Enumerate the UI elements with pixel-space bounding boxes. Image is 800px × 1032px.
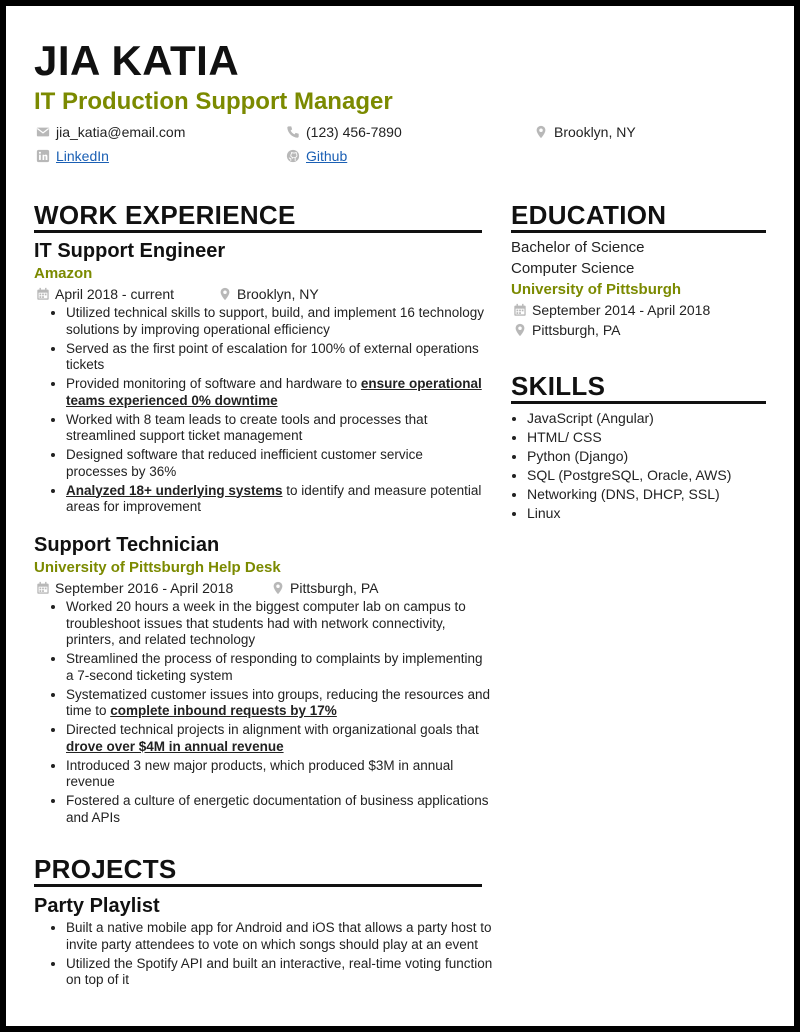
bullet-item [66,412,486,445]
bullet-text: Systematized customer issues into groups, reducing the resources and time to [66,686,490,718]
bullet-item [66,651,490,684]
map-pin-icon [271,581,285,595]
bullet-highlight: Analyzed 18+ underlying systems [66,482,283,498]
education-divider [511,230,766,233]
projects-divider [34,884,482,887]
location-text: Brooklyn, NY [554,124,636,140]
resume-page [6,6,794,1026]
calendar-icon [36,287,50,301]
job-location [218,287,319,301]
job-dates [36,287,174,301]
bullet-text: Designed software that reduced inefficient customer service processes by 36% [66,447,423,479]
skills-list [511,409,767,523]
envelope-icon [36,125,50,139]
projects-heading: PROJECTS [34,854,177,884]
skill-item: • Python (Django) [527,447,767,466]
skill-item: • JavaScript (Angular) [527,409,767,428]
skills-divider [511,401,766,404]
job-dates-text: September 2016 - April 2018 [55,580,234,596]
candidate-name: JIA KATIA [34,37,240,84]
job-bullets [34,599,490,829]
education-heading: EDUCATION [511,200,667,230]
bullet-item [66,376,486,409]
job-location [271,581,378,595]
education-degree: Bachelor of Science [511,239,645,256]
job-dates [36,581,233,595]
project-title: Party Playlist [34,895,160,917]
bullet-text: Streamlined the process of responding to complaints by implementing a 7-second ticketing system [66,651,483,683]
calendar-icon [513,303,527,317]
job-dates-text: April 2018 - current [55,286,175,302]
education-dates [513,303,710,317]
bullet-highlight: drove over $4M in annual revenue [66,738,284,754]
job-company: Amazon [34,265,93,282]
phone-text: (123) 456-7890 [306,124,402,140]
contact-linkedin [36,148,109,164]
linkedin-link[interactable]: LinkedIn [56,148,109,164]
bullet-text: Provided monitoring of software and hardware to [66,376,361,391]
bullet-item [66,722,490,755]
bullet-item [66,305,486,338]
bullet-item [66,687,490,720]
education-location-text: Pittsburgh, PA [532,322,621,338]
bullet-item: • Built a native mobile app for Android and iOS that allows a party host to invite party attendees to vote on which songs should play at an event [66,920,494,953]
job-title: Support Technician [34,534,220,556]
bullet-text: Introduced 3 new major products, which produced $3M in annual revenue [66,757,454,789]
contact-email [36,124,185,140]
email-text: jia_katia@email.com [56,124,186,140]
bullet-text: Worked 20 hours a week in the biggest computer lab on campus to troubleshoot issues that students had with network connectivity, printers, and related technology [66,599,466,647]
bullet-text: Served as the first point of escalation for 100% of external operations tickets [66,340,479,372]
bullet-text: to identify and measure potential areas for improvement [66,482,482,514]
education-location [513,323,620,337]
github-link[interactable]: Github [306,148,348,164]
work-experience-heading: WORK EXPERIENCE [34,200,296,230]
job-location-text: Brooklyn, NY [237,286,319,302]
bullet-item [66,483,486,516]
map-pin-icon [218,287,232,301]
skill-item: • Linux [527,504,767,523]
skill-item: • Networking (DNS, DHCP, SSL) [527,485,767,504]
project-bullets [34,920,494,991]
bullet-item: • Utilized the Spotify API and built an interactive, real-time voting function on top of it [66,956,494,989]
job-title: IT Support Engineer [34,240,226,262]
map-pin-icon [534,125,548,139]
skills-heading: SKILLS [511,371,606,401]
phone-icon [286,125,300,139]
bullet-item [66,447,486,480]
education-school: University of Pittsburgh [511,281,682,298]
linkedin-icon [36,149,50,163]
skill-item: • SQL (PostgreSQL, Oracle, AWS) [527,466,767,485]
education-dates-text: September 2014 - April 2018 [532,302,711,318]
bullet-item [66,341,486,374]
education-field: Computer Science [511,260,635,277]
bullet-item [66,793,490,826]
job-company: University of Pittsburgh Help Desk [34,559,281,576]
bullet-item [66,599,490,649]
bullet-item [66,758,490,791]
job-bullets [34,305,486,518]
bullet-text: Utilized technical skills to support, build, and implement 16 technology solutions by improving operational efficiency [66,305,484,337]
github-icon [286,149,300,163]
map-pin-icon [513,323,527,337]
bullet-highlight: ensure operational teams experienced 0% downtime [66,376,482,408]
contact-phone [286,124,402,140]
calendar-icon [36,581,50,595]
contact-location [534,124,636,140]
contact-github [286,148,347,164]
bullet-text: Fostered a culture of energetic documentation of business applications and APIs [66,793,489,825]
bullet-highlight: complete inbound requests by 17% [110,703,337,718]
bullet-text: Worked with 8 team leads to create tools and processes that streamlined support ticket management [66,411,428,443]
job-location-text: Pittsburgh, PA [290,580,379,596]
skill-item: • HTML/ CSS [527,428,767,447]
work-experience-divider [34,230,482,233]
bullet-text: Directed technical projects in alignment with organizational goals that [66,722,479,737]
candidate-role: IT Production Support Manager [34,88,393,115]
